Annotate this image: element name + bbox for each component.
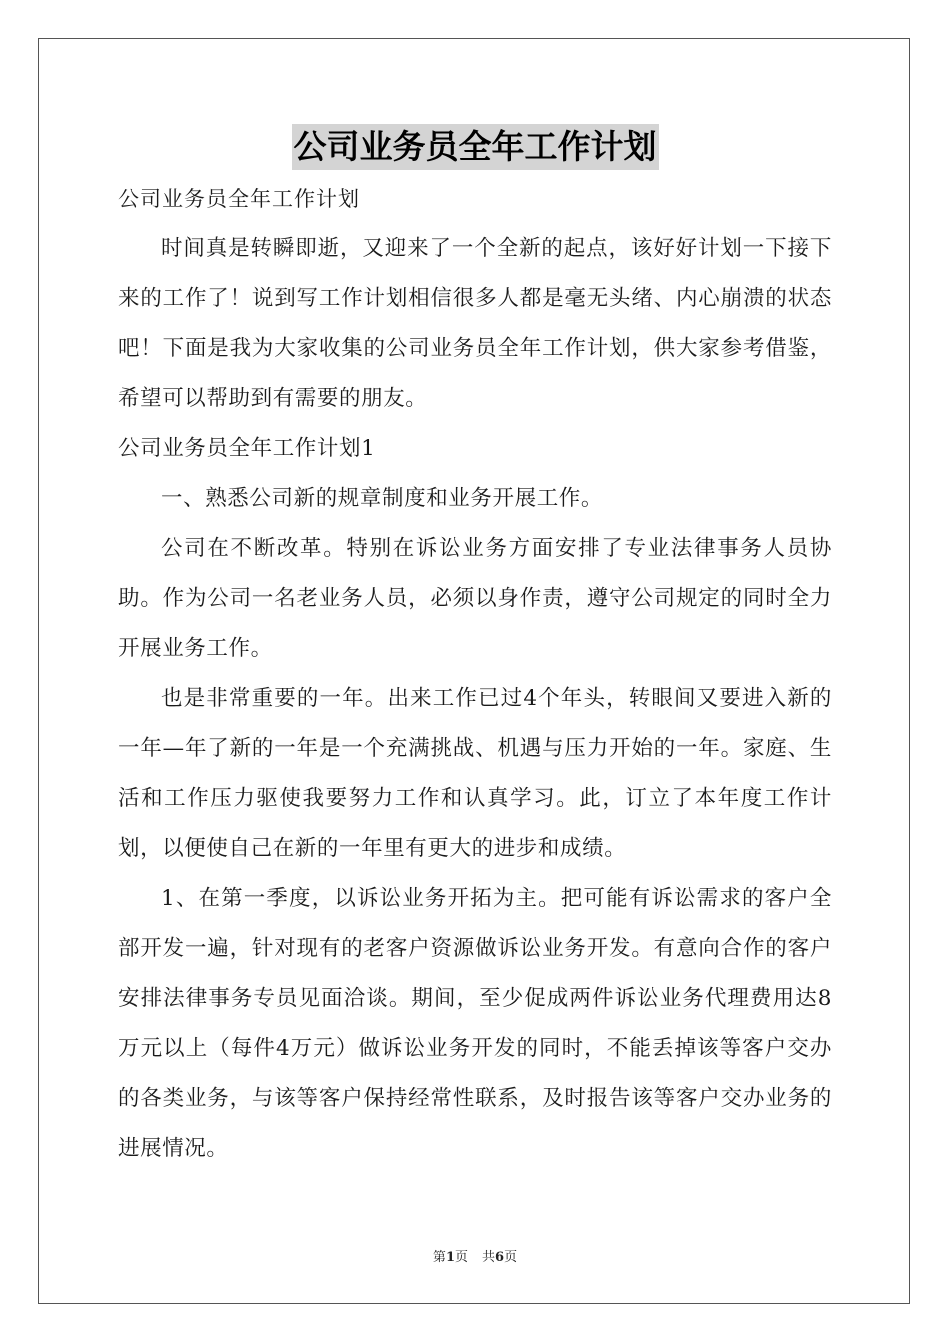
page-total: 6: [495, 1250, 505, 1265]
total-prefix: 共: [482, 1250, 496, 1265]
body-paragraph: 也是非常重要的一年。出来工作已过4个年头，转眼间又要进入新的一年—年了新的一年是一个充满挑战、机遇与压力开始的一年。家庭、生活和工作压力驱使我要努力工作和认真学习。此，订立了本年度工作计划，以便使自己在新的一年里有更大的进步和成绩。: [118, 686, 832, 861]
body-paragraph: 公司在不断改革。特别在诉讼业务方面安排了专业法律事务人员协助。作为公司一名老业务人员，必须以身作责，遵守公司规定的同时全力开展业务工作。: [118, 536, 832, 661]
total-suffix: 页: [504, 1250, 518, 1265]
page-footer: [0, 1246, 950, 1265]
page-number: 1: [445, 1250, 455, 1265]
page-suffix: 页: [454, 1250, 468, 1265]
document-subtitle: 公司业务员全年工作计划: [118, 187, 360, 211]
page-prefix: 第: [432, 1250, 446, 1265]
section-heading: 公司业务员全年工作计划1: [118, 436, 376, 461]
title-container: [0, 124, 950, 170]
document-body: [118, 224, 832, 1174]
intro-paragraph: 时间真是转瞬即逝，又迎来了一个全新的起点，该好好计划一下接下来的工作了！说到写工作计划相信很多人都是毫无头绪、内心崩溃的状态吧！下面是我为大家收集的公司业务员全年工作计划，供大家参考借鉴，希望可以帮助到有需要的朋友。: [118, 236, 832, 411]
body-paragraph: 1、在第一季度，以诉讼业务开拓为主。把可能有诉讼需求的客户全部开发一遍，针对现有的老客户资源做诉讼业务开发。有意向合作的客户安排法律事务专员见面洽谈。期间，至少促成两件诉讼业务代理费用达8万元以上（每件4万元）做诉讼业务开发的同时，不能丢掉该等客户交办的各类业务，与该等客户保持经常性联系，及时报告该等客户交办业务的进展情况。: [118, 886, 832, 1161]
body-paragraph: 一、熟悉公司新的规章制度和业务开展工作。: [161, 486, 604, 511]
document-title: 公司业务员全年工作计划: [292, 124, 659, 170]
